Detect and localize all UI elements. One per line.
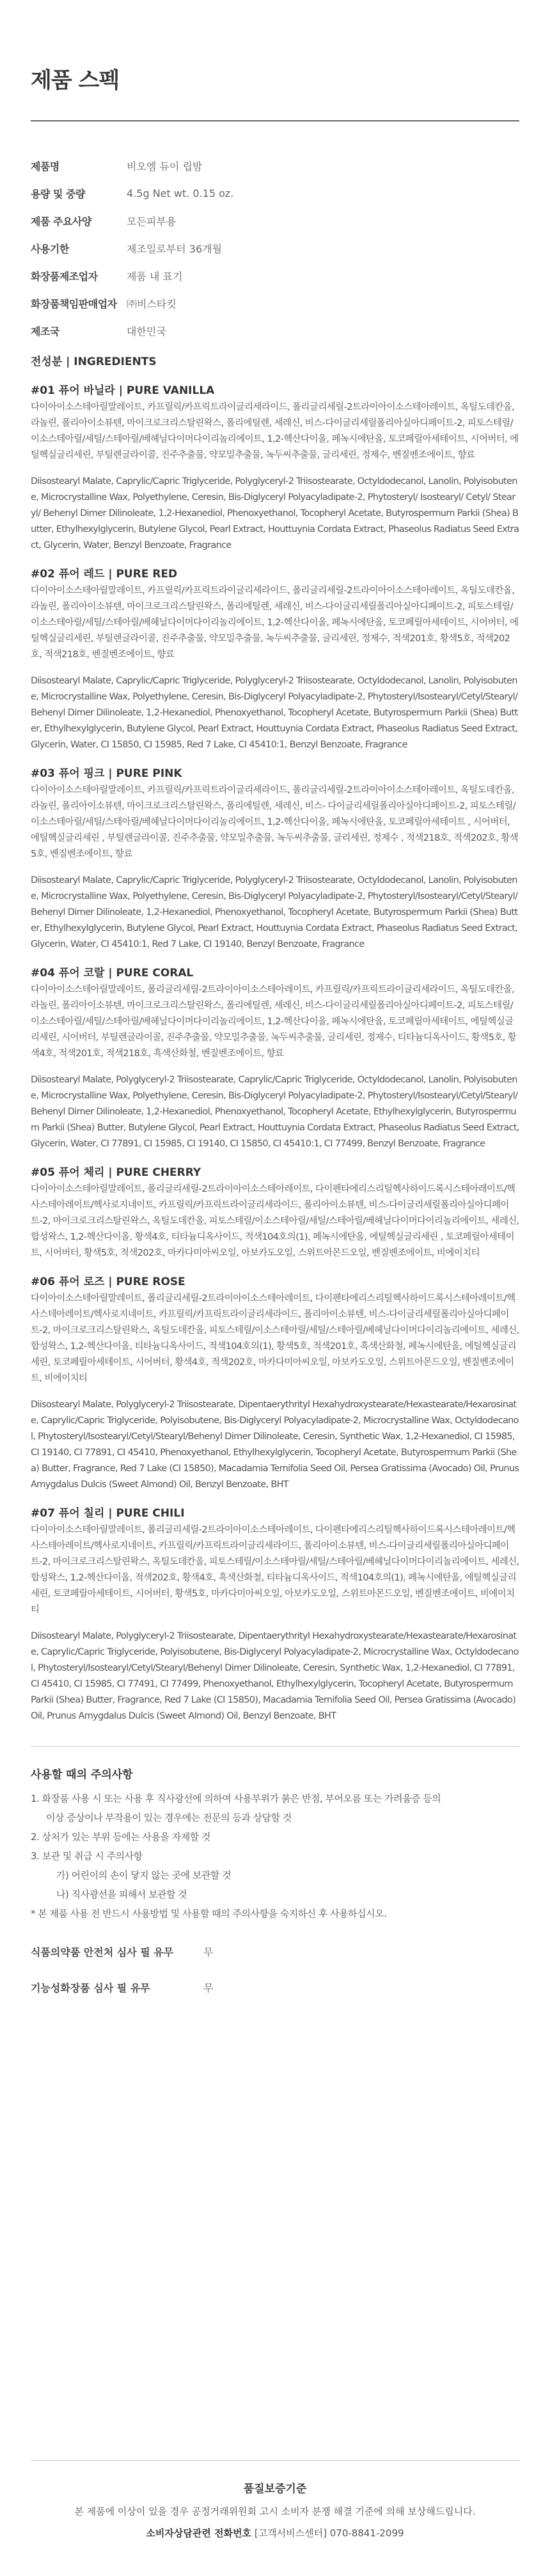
spec-row-expiry — [31, 235, 519, 262]
footer-title: 품질보증기준 — [243, 2483, 307, 2495]
ingredient-list-korean: 다이아이소스테아릴말레이트, 폴리글리세릴-2트라이아이소스테아레이트, 다이펜타에리스리틸헥사하이드록시스테아레이트/헥사스테아레이트/헥사로지네이트, 카프릴릭/카프릭트라이글리세라이드, 폴리아이소뷰텐, 비스-다이글리세릴폴리아실아디페이트-2, 마이크로크리스탈린왁스, 옥틸도데칸올, 피토스테릴/이소스테아릴/세틸/스테아릴/베헤닐다이머다이리놀리에이트, 세레신, 합성왁스, 1,2-헥산다이올, 적색202호, 황색4호, 흑색산화철, 티타늄디옥사이드, 적색104호의(1), 페녹시에탄올, 에틸헥실글리세린, 토코페릴아세테이트, 시어버터, 황색5호, 마카다미아씨오일, 아보카도오일, 스위트아몬드오일, 벤질벤조에이트, 비에이치티 — [31, 1525, 519, 1615]
notice-row-mfds-review — [31, 1933, 519, 1969]
spec-label: 제품명 — [31, 160, 59, 173]
ingredients-heading: 전성분 | INGREDIENTS — [31, 355, 157, 368]
ingredient-list-english: Diisostearyl Malate, Polyglyceryl-2 Triisostearate, Dipentaerythrityl Hexahydroxystearate/Hexastearate/Hexarosinate, Caprylic/Capric Triglyceride, Polyisobutene, Bis-Diglyceryl Polyacyladipate-2, Microcrystalline Wax, Octyldodecanol, Phytosteryl/Isostearyl/Cetyl/Stearyl/Behenyl Dimer Dilinoleate, Ceresin, Synthetic Wax, 1,2-Hexanediol, CI 15985, CI 19140, CI 77891, CI 45410, Phenoxyethanol, Ethylhexylglycerin, Tocopheryl Acetate, Butyrospermum Parkii (Shea) Butter, Fragrance, Red 7 Lake (CI 15850), Macadamia Ternifolia Seed Oil, Persea Gratissima (Avocado) Oil, Prunus Amygdalus Dulcis (Sweet Almond) Oil, Benzyl Benzoate, BHT — [31, 1400, 519, 1490]
spec-label: 화장품제조업자 — [31, 270, 98, 283]
notice-list — [31, 1933, 519, 2005]
spec-label: 화장품책임판매업자 — [31, 298, 117, 310]
spec-value: ㈜비스타킷 — [127, 298, 177, 310]
caution-list — [31, 1789, 519, 1923]
ingredient-list-korean: 다이아이소스테아릴말레이트, 폴리글리세릴-2트라이아이소스테아레이트, 다이펜타에리스리틸헥사하이드록시스테아레이트/헥사스테아레이트/헥사로지네이트, 카프릴릭/카프릭트라이글리세라이드, 폴리아이소뷰텐, 비스-다이글리세릴폴리아실아디페이트-2, 마이크로크리스탈린왁스, 옥틸도데칸올, 피토스테릴/이소스테아릴/세틸/스테아릴/베헤닐다이머다이리놀리에이트, 세레신, 합성왁스, 1,2-헥산다이올, 황색4호, 티타늄디옥사이드, 적색104호의(1), 페녹시에탄올, 에틸헥실글리세린 , 토코페릴아세테이트, 시어버터, 황색5호, 적색202호, 마카다미아씨오일, 아보카도오일, 스위트아몬드오일, 벤질벤조에이트, 비에이치티 — [31, 1184, 519, 1258]
page-title: 제품 스펙 — [31, 68, 120, 93]
spec-value: 대한민국 — [127, 325, 166, 338]
ingredient-shade-name: #07 퓨어 칠리 | PURE CHILI — [31, 1507, 185, 1520]
ingredient-shade-name: #06 퓨어 로즈 | PURE ROSE — [31, 1276, 185, 1288]
ingredient-list-english: Diisostearyl Malate, Caprylic/Capric Triglyceride, Polyglyceryl-2 Triisostearate, Octyldodecanol, Lanolin, Polyisobutene, Microcrystalline Wax, Polyethylene, Ceresin, Bis-Diglyceryl Polyacyladipate-2, Phytosteryl/Isostearyl/Cetyl/Stearyl/Behenyl Dimer Dilinoleate, 1,2-Hexanediol, Phenoxyethanol, Tocopheryl Acetate, Butyrospermum Parkii (Shea) Butter, Ethylhexylglycerin, Butylene Glycol, Pearl Extract, Houttuynia Cordata Extract, Phaseolus Radiatus Seed Extract, Glycerin, Water, CI 45410:1, Red 7 Lake, CI 19140, Benzyl Benzoate, Fragrance — [31, 875, 518, 949]
spec-table — [31, 152, 519, 345]
notice-label: 기능성화장품 심사 필 유무 — [31, 1981, 150, 1994]
contact-phone: [고객서비스센터] 070-8841-2099 — [254, 2527, 404, 2539]
quality-guarantee-footer — [31, 2460, 519, 2541]
spec-label: 사용기한 — [31, 243, 69, 255]
title-divider — [31, 120, 519, 121]
notice-value: 무 — [203, 1981, 214, 1994]
caution-section — [31, 1747, 519, 1923]
caution-item: 나) 직사광선을 피해서 보관할 것 — [56, 1889, 187, 1900]
ingredient-shade-name: #01 퓨어 바닐라 | PURE VANILLA — [31, 384, 215, 397]
spec-row-product-name — [31, 152, 519, 180]
ingredient-shade-name: #02 퓨어 레드 | PURE RED — [31, 568, 178, 581]
footer-text: 본 제품에 이상이 있을 경우 공정거래위원회 고시 소비자 분쟁 해결 기준에 의해 보상해드립니다. — [74, 2506, 476, 2517]
ingredient-shade-name: #04 퓨어 코랄 | PURE CORAL — [31, 967, 194, 980]
ingredient-shade-name: #03 퓨어 핑크 | PURE PINK — [31, 767, 182, 780]
spec-row-main-spec — [31, 207, 519, 235]
caution-title: 사용할 때의 주의사항 — [31, 1768, 133, 1781]
ingredient-block-pure-pink — [31, 765, 519, 953]
spec-row-volume — [31, 180, 519, 207]
spec-label: 제품 주요사양 — [31, 215, 91, 228]
spec-value: 제조일로부터 36개월 — [127, 243, 223, 255]
caution-item: * 본 제품 사용 전 반드시 사용방법 및 사용할 때의 주의사항을 숙지하신 후 사용하십시오. — [31, 1908, 387, 1919]
caution-item: 가) 어린이의 손이 닿지 않는 곳에 보관할 것 — [56, 1870, 232, 1881]
ingredient-list-english: Diisostearyl Malate, Polyglyceryl-2 Triisostearate, Caprylic/Capric Triglyceride, Octyldodecanol, Lanolin, Polyisobutene, Microcrystalline Wax, Polyethylene, Ceresin, Bis-Diglyceryl Polyacyladipate-2, Phytosteryl/Isostearyl/Cetyl/Stearyl/Behenyl Dimer Dilinoleate, 1,2-Hexanediol, Phenoxyethanol, Tocopheryl Acetate, Ethylhexylglycerin, Butyrospermum Parkii (Shea) Butter, Butylene Glycol, Pearl Extract, Houttuynia Cordata Extract, Phaseolus Radiatus Seed Extract, Glycerin, Water, CI 77891, CI 15985, CI 19140, CI 15850, CI 45410:1, CI 77499, Benzyl Benzoate, Fragrance — [31, 1075, 519, 1149]
spec-value: 4.5g Net wt. 0.15 oz. — [127, 187, 234, 199]
caution-item: 이상 증상이나 부작용이 있는 경우에는 전문의 등과 상담할 것 — [46, 1812, 292, 1823]
ingredient-list-english: Diisostearyl Malate, Caprylic/Capric Triglyceride, Polyglyceryl-2 Triisostearate, Octyldodecanol, Lanolin, Polyisobutene, Microcrystalline Wax, Polyethylene, Ceresin, Bis-Diglyceryl Polyacyladipate-2, Phytosteryl/ Isostearyl/ Cetyl/ Stearyl/ Behenyl Dimer Dilinoleate, 1,2-Hexanediol, Phenoxyethanol, Tocopheryl Acetate, Butyrospermum Parkii (Shea) Butter, Ethylhexylglycerin, Butylene Glycol, Pearl Extract, Houttuynia Cordata Extract, Phaseolus Radiatus Seed Extract, Glycerin, Water, Benzyl Benzoate, Fragrance — [31, 476, 519, 550]
ingredient-block-pure-rose — [31, 1273, 519, 1493]
footer-contact — [31, 2525, 519, 2541]
spec-value: 모든피부용 — [127, 215, 177, 228]
caution-item: 2. 상처가 있는 부위 등에는 사용을 자제할 것 — [31, 1831, 211, 1843]
ingredient-block-pure-red — [31, 565, 519, 753]
notice-value: 무 — [203, 1946, 214, 1958]
contact-label: 소비자상담관련 전화번호 — [146, 2527, 252, 2539]
caution-item: 1. 화장품 사용 시 또는 사용 후 직사광선에 의하여 사용부위가 붉은 반점, 부어오름 또는 가려움증 등의 — [31, 1793, 441, 1804]
notice-label: 식품의약품 안전처 심사 필 유무 — [31, 1946, 174, 1958]
ingredient-list-korean: 다이아이소스테아릴말레이트, 카프릴릭/카프릭트라이글리세라이드, 폴리글리세릴-2트라이아이소스테아레이트, 옥틸도데칸올, 라놀린, 폴리아이소뷰텐, 마이크로크리스탈린왁스, 폴리에틸렌, 세레신, 비스-다이글리세릴폴리아실아디페이트-2, 피토스테릴/이소스테아릴/세틸/스테아릴/베헤닐다이머다이리놀리에이트, 1,2-헥산다이올, 페녹시에탄올, 토코페릴아세테이트, 시어버터, 에틸헥실글리세린, 부틸렌글라이콜, 진주추출물, 약모밀추출물, 녹두씨추출물, 글리세린, 정제수, 적색201호, 황색5호, 적색202호, 적색218호, 벤질벤조에이트, 향료 — [31, 586, 519, 660]
ingredient-block-pure-vanilla — [31, 382, 519, 554]
ingredient-list-korean: 다이아이소스테아릴말레이트, 폴리글리세릴-2트라이아이소스테아레이트, 다이펜타에리스리틸헥사하이드록시스테아레이트/헥사스테아레이트/헥사로지네이트, 카프릴릭/카프릭트라이글리세라이드, 폴리아이소뷰텐, 비스-다이글리세릴폴리아실아디페이트-2, 마이크로크리스탈린왁스, 옥틸도데칸올, 피토스테릴/이소스테아릴/세틸/스테아릴/베헤닐다이머다이리놀리에이트, 세레신, 합성왁스, 1,2-헥산다이올, 티타늄디옥사이드, 적색104호의(1), 황색5호, 적색201호, 흑색산화철, 페녹시에탄올, 에틸헥실글리세린, 토코페릴아세테이트, 시어버터, 황색4호, 적색202호, 마카다미아씨오일, 아보카도오일, 스위트아몬드오일, 벤질벤조에이트, 비에이치티 — [31, 1293, 519, 1384]
spec-row-manufacturer — [31, 262, 519, 290]
spec-row-country — [31, 317, 519, 345]
notice-row-functional-review — [31, 1969, 519, 2005]
caution-item: 3. 보관 및 취급 시 주의사항 — [31, 1850, 143, 1862]
spec-row-seller — [31, 290, 519, 317]
ingredient-block-pure-chili — [31, 1504, 519, 1724]
ingredient-list-english: Diisostearyl Malate, Polyglyceryl-2 Triisostearate, Dipentaerythrityl Hexahydroxystearate/Hexastearate/Hexarosinate, Caprylic/Capric Triglyceride, Polyisobutene, Bis-Diglyceryl Polyacyladipate-2, Microcrystalline Wax, Octyldodecanol, Phytosteryl/Isostearyl/Cetyl/Stearyl/Behenyl Dimer Dilinoleate, Ceresin, Synthetic Wax, 1,2-Hexanediol, CI 77891, CI 45410, CI 15985, CI 77491, CI 77499, Phenoxyethanol, Ethylhexylglycerin, Tocopheryl Acetate, Butyrospermum Parkii (Shea) Butter, Fragrance, Red 7 Lake (CI 15850), Macadamia Ternifolia Seed Oil, Persea Gratissima (Avocado) Oil, Prunus Amygdalus Dulcis (Sweet Almond) Oil, Benzyl Benzoate, BHT — [31, 1631, 519, 1721]
footer-divider — [31, 2460, 519, 2461]
spec-value: 제품 내 표기 — [127, 270, 183, 283]
ingredient-list-korean: 다이아이소스테아릴말레이트, 폴리글리세릴-2트라이아이소스테아레이트, 카프릴릭/카프릭트라이글리세라이드, 옥틸도데칸올, 라놀린, 폴리아이소뷰텐, 마이크로크리스탈린왁스, 폴리에틸렌, 세레신, 비스-다이글리세릴폴리아실아디페이트-2, 피토스테릴/이소스테아릴/세틸/스테아릴/베헤닐다이머다이리놀리에이트, 1,2-헥산다이올, 페녹시에탄올, 토코페릴아세테이트, 에틸헥실글리세린, 시어버터, 부틸렌글라이콜, 진주추출물, 약모밀추출물, 녹두씨추출물, 글리세린, 정제수, 티타늄디옥사이드, 황색5호, 황색4호, 적색201호, 적색218호, 흑색산화철, 벤질벤조에이트, 향료 — [31, 985, 517, 1059]
ingredient-list-english: Diisostearyl Malate, Caprylic/Capric Triglyceride, Polyglyceryl-2 Triisostearate, Octyldodecanol, Lanolin, Polyisobutene, Microcrystalline Wax, Polyethylene, Ceresin, Bis-Diglyceryl Polyacyladipate-2, Phytosteryl/Isostearyl/Cetyl/Stearyl/Behenyl Dimer Dilinoleate, 1,2-Hexanediol, Phenoxyethanol, Tocopheryl Acetate, Butyrospermum Parkii (Shea) Butter, Ethylhexylglycerin, Butylene Glycol, Pearl Extract, Houttuynia Cordata Extract, Phaseolus Radiatus Seed Extract, Glycerin, Water, CI 15850, CI 15985, Red 7 Lake, CI 45410:1, Benzyl Benzoate, Fragrance — [31, 676, 518, 750]
ingredient-block-pure-coral — [31, 964, 519, 1152]
ingredient-list-korean: 다이아이소스테아릴말레이트, 카프릴릭/카프릭트라이글리세라이드, 폴리글리세릴-2트라이아이소스테아레이트, 옥틸도데칸올, 라놀린, 폴리아이소뷰텐, 마이크로크리스탈린왁스, 폴리에틸렌, 세레신, 비스- 다이글리세릴폴리아실아디페이트-2, 피토스테릴/이소스테아릴/세틸/스테아릴/베헤닐다이머다이리놀리에이트, 1,2-헥산다이올, 페녹시에탄올, 토코페릴아세테이트 , 시어버터, 에틸헥실글리세린 , 부틸렌글라이콜, 진주추출물, 약모밀추출물, 녹두씨추출물, 글리세린, 정제수 , 적색218호, 적색202호, 황색5호, 벤질벤조에이트, 향료 — [31, 785, 519, 859]
ingredient-block-pure-cherry — [31, 1164, 519, 1261]
spec-label: 용량 및 중량 — [31, 188, 85, 200]
spec-value: 비오엠 듀이 립밤 — [127, 160, 203, 173]
ingredient-list-korean: 다이아이소스테아릴말레이트, 카프릴릭/카프릭트라이글리세라이드, 폴리글리세릴-2트라이아이소스테아레이트, 옥틸도데칸올, 라놀린, 폴리아이소뷰텐, 마이크로크리스탈린왁스, 폴리에틸렌, 세레신, 비스-다이글리세릴폴리아실아디페이트-2, 피토스테릴/이소스테아릴/세틸/스테아릴/베헤닐다이머다이리놀리에이트, 1,2-헥산다이올, 페녹시에탄올, 토코페릴아세테이트, 시어버터, 에틸헥실글리세린, 부틸렌글라이콜, 진주추출물, 약모밀추출물, 녹두씨추출물, 글리세린, 정제수, 벤질벤조에이트, 향료 — [31, 402, 519, 460]
spec-label: 제조국 — [31, 325, 59, 338]
ingredient-shade-name: #05 퓨어 체리 | PURE CHERRY — [31, 1166, 201, 1179]
